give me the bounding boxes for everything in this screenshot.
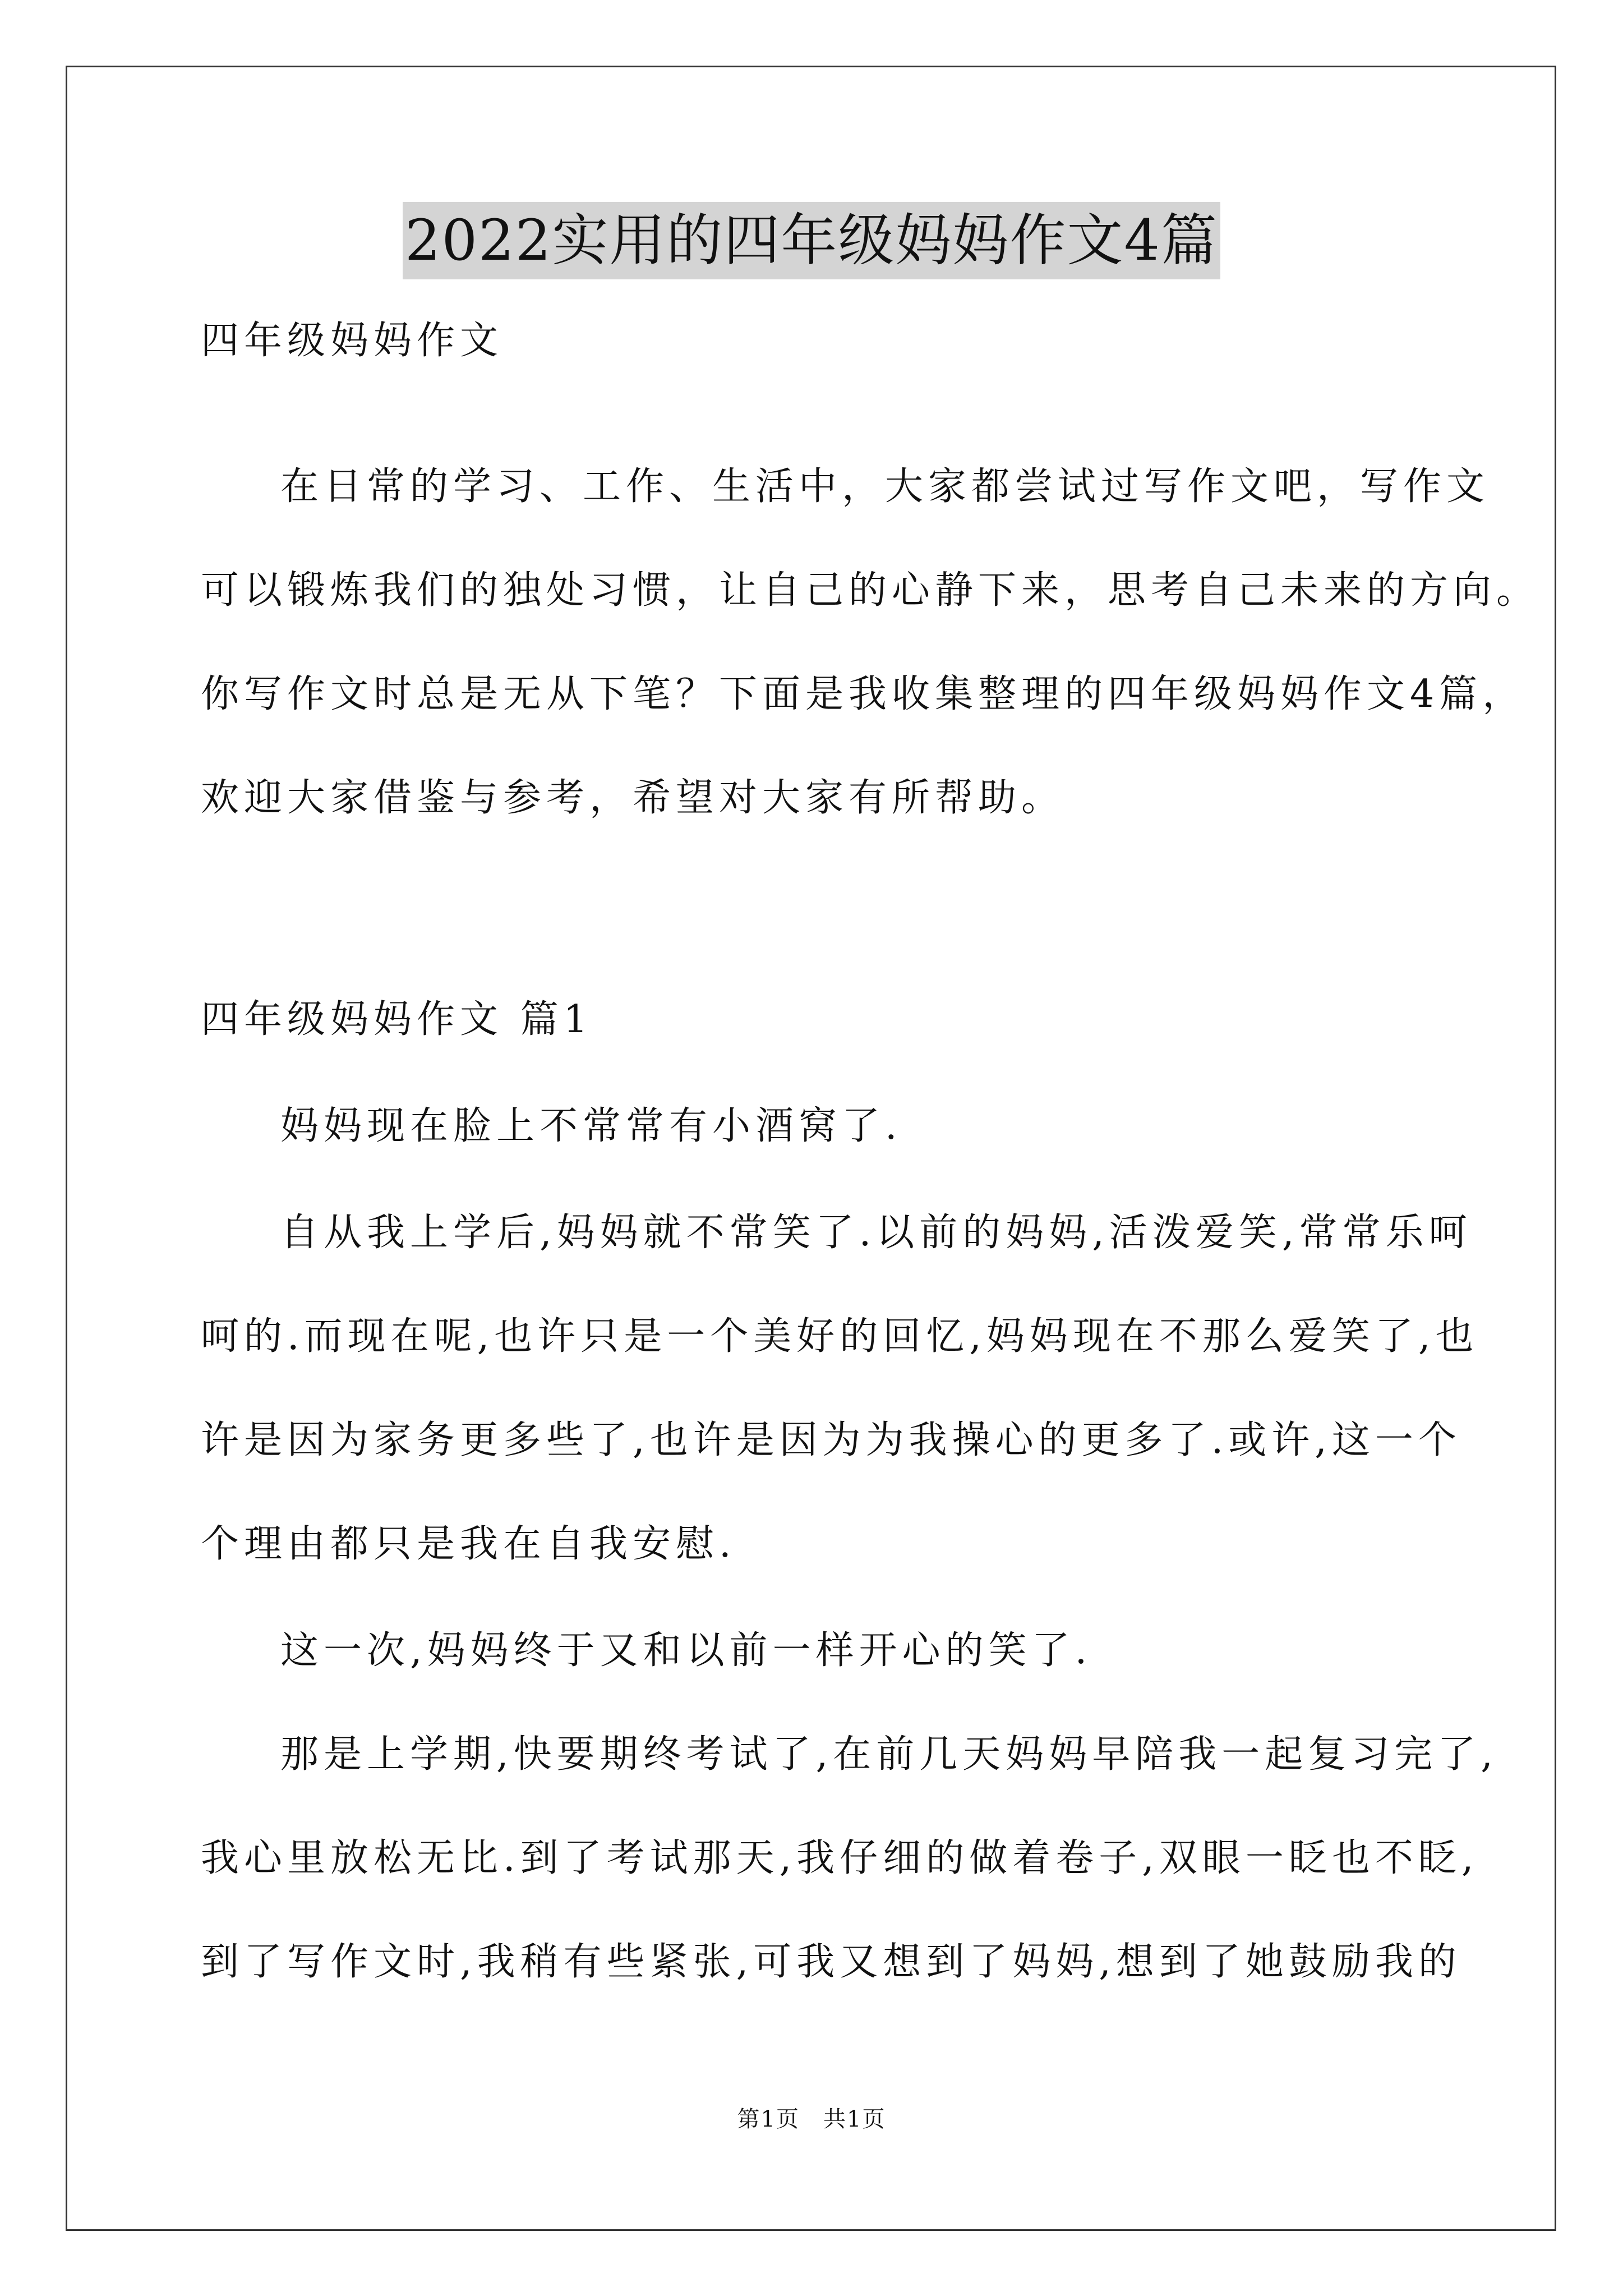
intro-paragraph-line: 欢迎大家借鉴与参考，希望对大家有所帮助。 [201,776,1065,820]
essay-paragraph-line: 那是上学期,快要期终考试了,在前几天妈妈早陪我一起复习完了, [280,1732,1498,1777]
page-footer: 第1页 共1页 [737,2106,886,2132]
title-container [0,202,1623,279]
section-heading: 四年级妈妈作文 篇1 [201,997,593,1042]
document-title: 2022实用的四年级妈妈作文4篇 [403,202,1220,279]
essay-paragraph-line: 许是因为家务更多些了,也许是因为为我操心的更多了.或许,这一个 [201,1418,1461,1462]
essay-paragraph-line: 个理由都只是我在自我安慰. [201,1522,736,1566]
intro-paragraph-line: 在日常的学习、工作、生活中，大家都尝试过写作文吧，写作文 [280,464,1490,509]
intro-heading: 四年级妈妈作文 [201,319,504,363]
essay-paragraph-line: 到了写作文时,我稍有些紧张,可我又想到了妈妈,想到了她鼓励我的 [201,1940,1461,1984]
intro-paragraph-line: 你写作文时总是无从下笔？下面是我收集整理的四年级妈妈作文4篇， [201,672,1526,716]
essay-paragraph-line: 呵的.而现在呢,也许只是一个美好的回忆,妈妈现在不那么爱笑了,也 [201,1314,1479,1359]
essay-paragraph-line: 我心里放松无比.到了考试那天,我仔细的做着卷子,双眼一眨也不眨, [201,1836,1479,1880]
essay-paragraph-line: 妈妈现在脸上不常常有小酒窝了. [280,1104,902,1148]
essay-paragraph-line: 自从我上学后,妈妈就不常笑了.以前的妈妈,活泼爱笑,常常乐呵 [280,1211,1472,1255]
intro-paragraph-line: 可以锻炼我们的独处习惯，让自己的心静下来，思考自己未来的方向。 [201,568,1540,613]
essay-paragraph-line: 这一次,妈妈终于又和以前一样开心的笑了. [280,1628,1092,1673]
